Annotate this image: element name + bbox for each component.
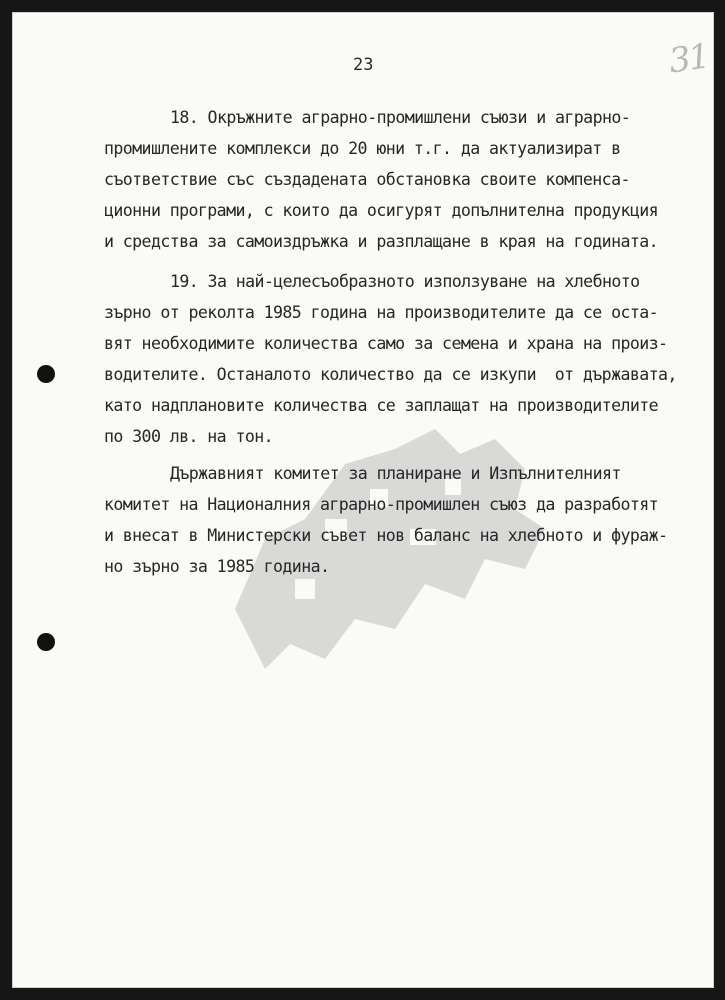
text-line: но зърно за 1985 година. (104, 557, 330, 576)
archive-number: 31 (666, 36, 711, 82)
page-number: 23 (353, 55, 374, 75)
text-line: ционни програми, с които да осигурят допълнителна продукция (104, 201, 659, 220)
text-line: 19. За най-целесъобразното използуване на хлебното (170, 272, 640, 291)
punch-hole (37, 365, 55, 383)
text-line: съответствие със създадената обстановка своите компенса- (104, 170, 630, 189)
text-line: 18. Окръжните аграрно-промишлени съюзи и аграрно- (170, 108, 631, 127)
text-line: комитет на Националния аграрно-промишлен съюз да разработят (104, 495, 659, 514)
text-line: вят необходимите количества само за семена и храна на произ- (104, 334, 668, 353)
text-line: и средства за самоиздръжка и разплащане в края на годината. (104, 232, 659, 251)
text-line: водителите. Останалото количество да се изкупи от държавата, (104, 365, 677, 384)
text-line: по 300 лв. на тон. (104, 427, 274, 446)
text-line: и внесат в Министерски съвет нов баланс на хлебното и фураж- (104, 526, 668, 545)
text-line: Държавният комитет за планиране и Изпълнителният (170, 464, 621, 483)
text-line: промишлените комплекси до 20 юни т.г. да актуализират в (104, 139, 621, 158)
punch-hole (37, 633, 55, 651)
document-page (12, 12, 714, 988)
text-line: зърно от реколта 1985 година на производителите да се оста- (104, 303, 659, 322)
text-line: като надплановите количества се заплащат на производителите (104, 396, 659, 415)
